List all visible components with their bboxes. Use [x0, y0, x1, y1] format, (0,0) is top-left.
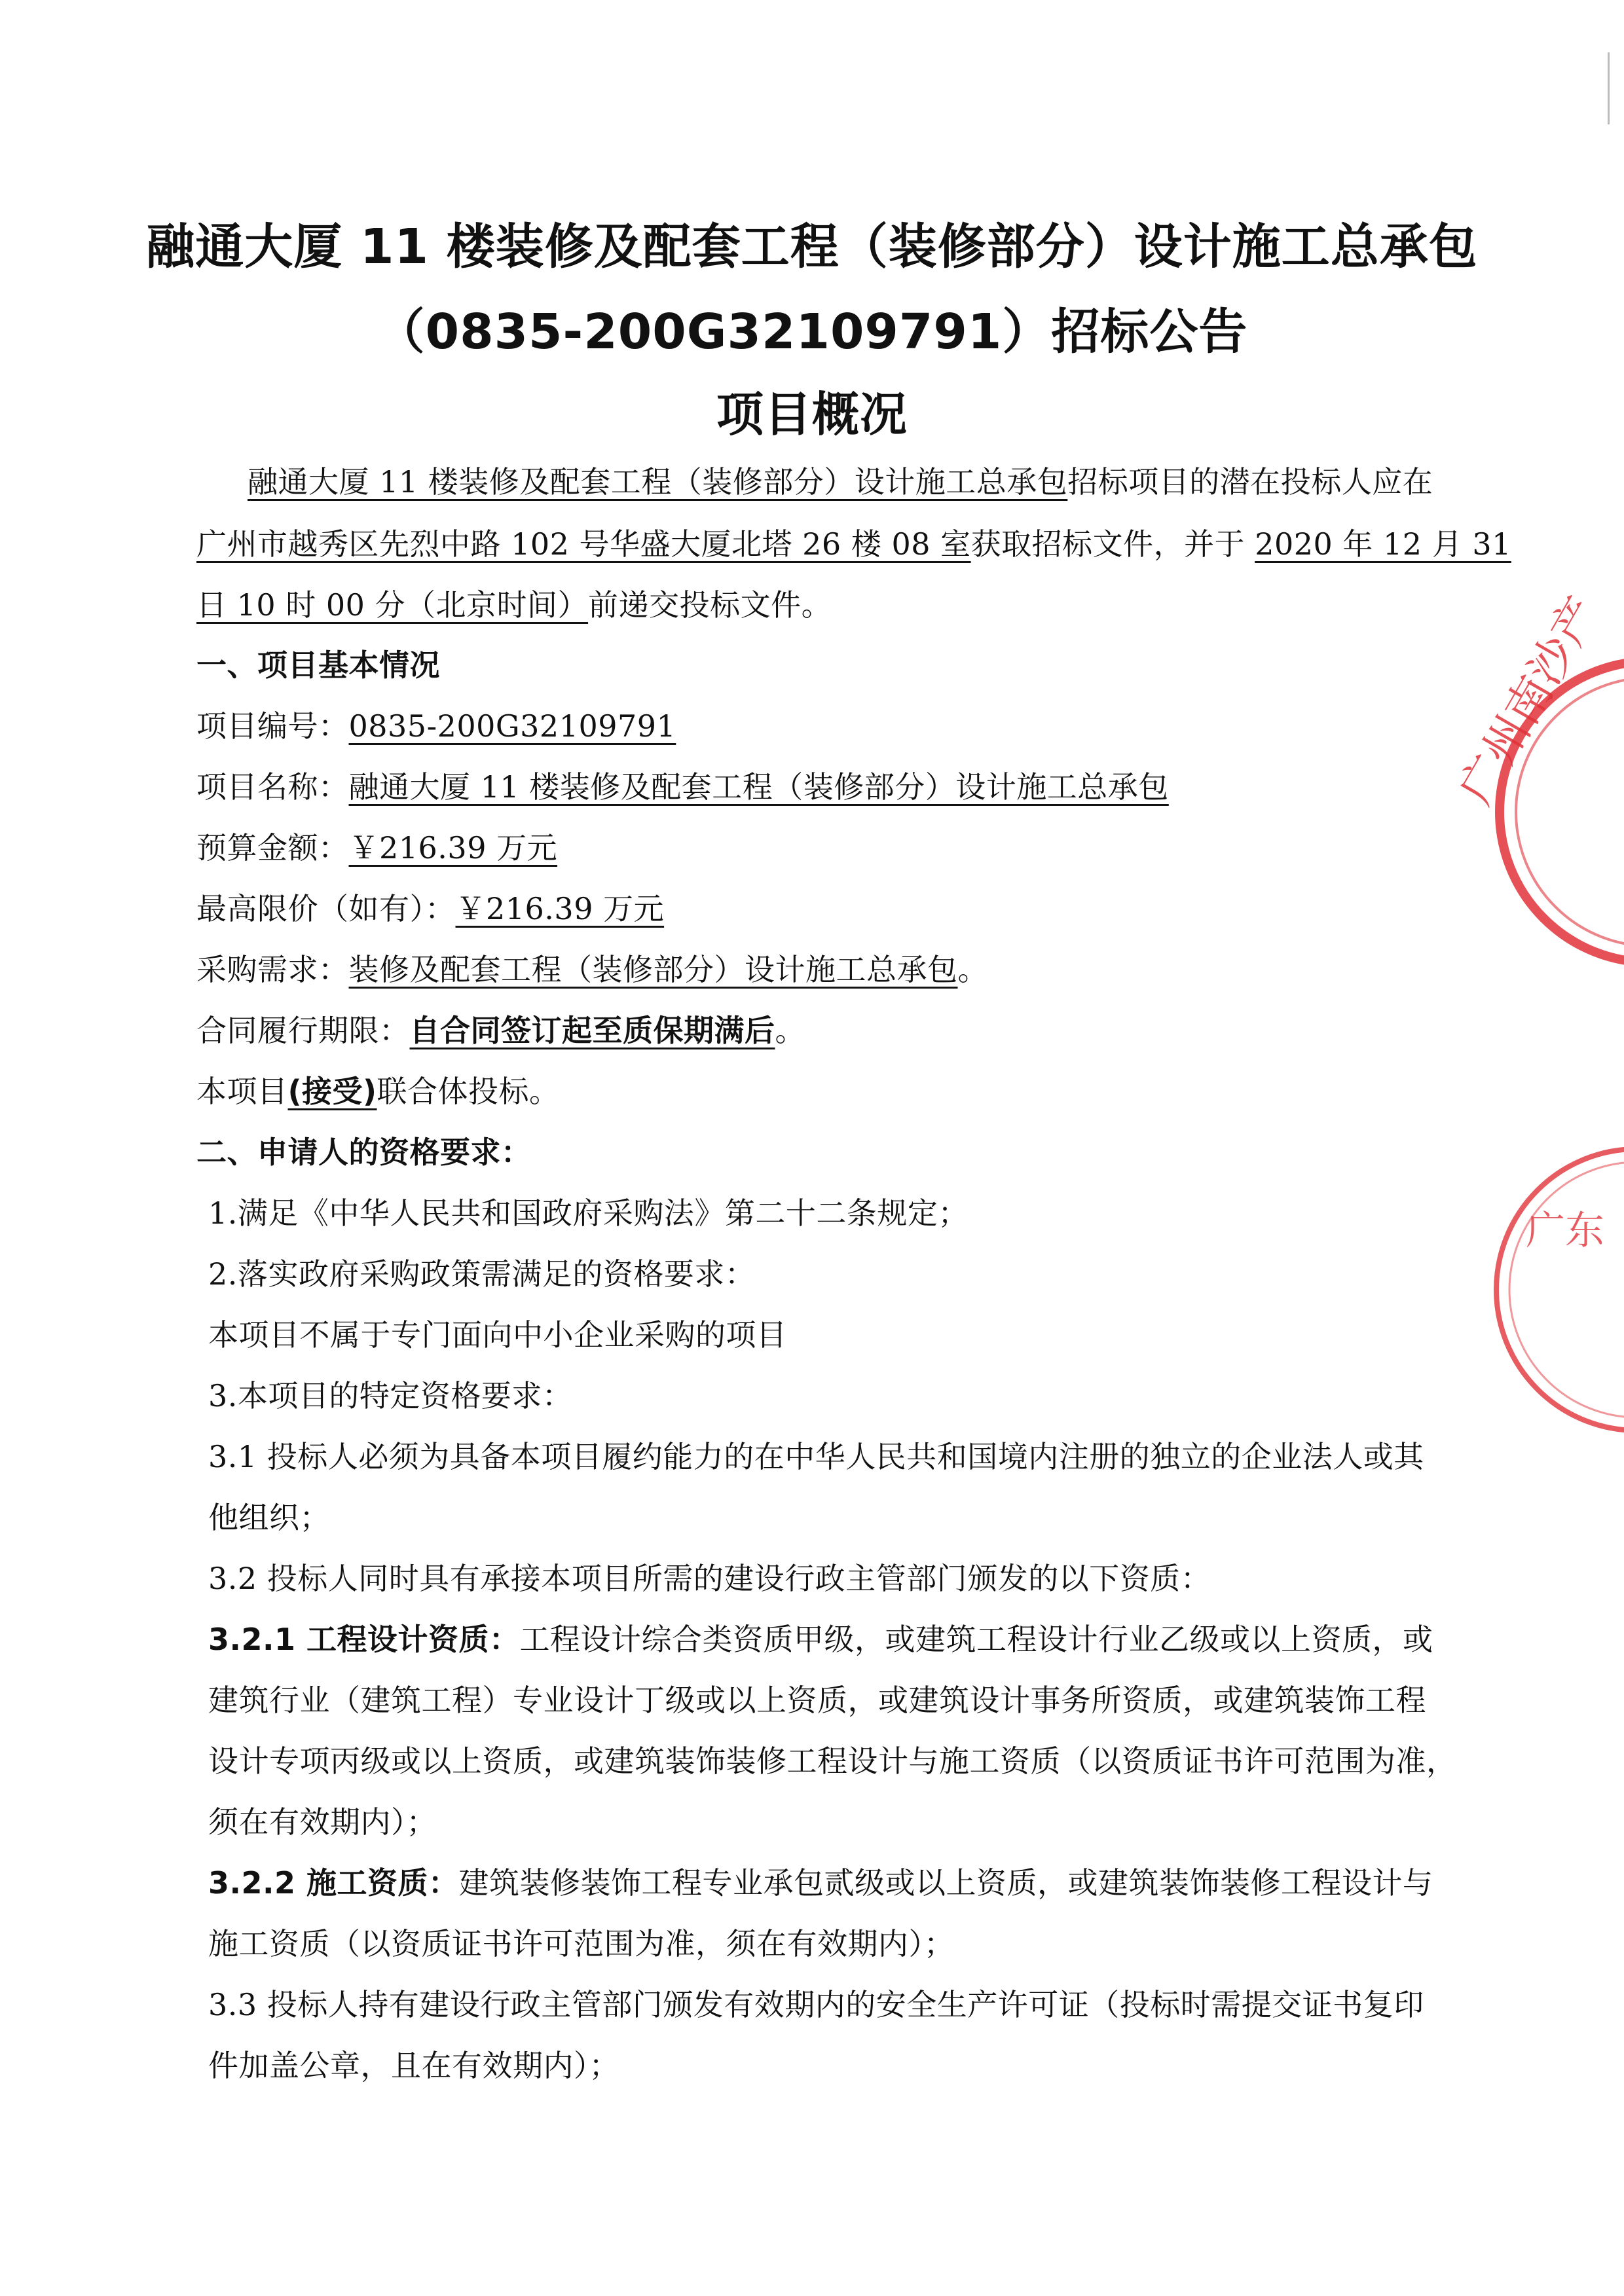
seal-1-text: 广州南沙产 [1449, 587, 1610, 813]
budget-value: ￥216.39 万元 [348, 830, 558, 866]
project-name-value: 融通大厦 11 楼装修及配套工程（装修部分）设计施工总承包 [348, 769, 1169, 805]
project-name-row [196, 763, 1169, 807]
period-end: 。 [775, 1013, 805, 1048]
requirement-3-2-1-line-3: 设计专项丙级或以上资质，或建筑装饰装修工程设计与施工资质（以资质证书许可范围为准， [208, 1743, 1457, 1779]
demand-value: 装修及配套工程（装修部分）设计施工总承包 [348, 952, 958, 987]
project-number-value: 0835-200G32109791 [348, 708, 676, 744]
consortium-text-1: 本项目 [196, 1074, 288, 1109]
requirement-3-2-1-text: 工程设计综合类资质甲级，或建筑工程设计行业乙级或以上资质，或 [519, 1622, 1433, 1657]
consortium-row [196, 1068, 560, 1111]
requirement-3-3-line-1: 3.3 投标人持有建设行政主管部门颁发有效期内的安全生产许可证（投标时需提交证书复印 [208, 1987, 1424, 2022]
requirement-3-2: 3.2 投标人同时具有承接本项目所需的建设行政主管部门颁发的以下资质： [208, 1561, 1211, 1596]
requirement-3-2-2-text: 建筑装修装饰工程专业承包贰级或以上资质，或建筑装饰装修工程设计与 [458, 1865, 1433, 1901]
requirement-3: 3.本项目的特定资格要求： [208, 1378, 573, 1413]
document-title-line-1: 融通大厦 11 楼装修及配套工程（装修部分）设计施工总承包 [146, 219, 1478, 275]
max-price-value: ￥216.39 万元 [455, 891, 665, 926]
period-value: 自合同签订起至质保期满后 [409, 1013, 775, 1048]
requirement-3-2-2-line-2: 施工资质（以资质证书许可范围为准，须在有效期内）； [208, 1926, 955, 1961]
heading-basic-info: 一、项目基本情况 [196, 647, 440, 683]
intro-address: 广州市越秀区先烈中路 102 号华盛大厦北塔 26 楼 08 室 [196, 526, 971, 562]
requirement-3-2-1-line-1 [208, 1616, 1433, 1659]
period-label: 合同履行期限： [196, 1013, 410, 1048]
requirement-3-2-1-line-4: 须在有效期内）； [208, 1804, 437, 1840]
requirement-3-2-1-line-2: 建筑行业（建筑工程）专业设计丁级或以上资质，或建筑设计事务所资质，或建筑装饰工程 [208, 1683, 1426, 1718]
intro-line-1 [248, 458, 1433, 501]
heading-qualifications: 二、申请人的资格要求： [196, 1135, 532, 1170]
demand-end: 。 [957, 952, 988, 987]
budget-label: 预算金额： [196, 830, 349, 866]
period-row [196, 1007, 805, 1050]
project-number-label: 项目编号： [196, 708, 349, 744]
max-price-label: 最高限价（如有）： [196, 891, 456, 926]
document-title-line-2: （0835-200G32109791）招标公告 [376, 304, 1248, 360]
requirement-2: 2.落实政府采购政策需满足的资格要求： [208, 1256, 756, 1292]
intro-line-2 [196, 520, 1511, 564]
intro-deadline: 日 10 时 00 分（北京时间） [196, 587, 589, 623]
requirement-3-2-1-label: 3.2.1 工程设计资质： [208, 1622, 520, 1657]
seal-stamp-1 [1449, 587, 1624, 975]
intro-line-3 [196, 581, 832, 625]
budget-row [196, 824, 557, 867]
intro-project-name: 融通大厦 11 楼装修及配套工程（装修部分）设计施工总承包 [248, 464, 1068, 500]
seal-stamp-2 [1473, 1139, 1624, 1440]
consortium-text-2: 联合体投标。 [377, 1074, 560, 1109]
requirement-3-1-line-2: 他组织； [208, 1500, 330, 1535]
intro-text-3: 前递交投标文件。 [588, 587, 832, 623]
section-title: 项目概况 [716, 387, 908, 442]
requirement-3-2-2-label: 3.2.2 施工资质： [208, 1865, 459, 1901]
project-name-label: 项目名称： [196, 769, 349, 805]
requirement-3-1-line-1: 3.1 投标人必须为具备本项目履约能力的在中华人民共和国境内注册的独立的企业法人或其 [208, 1439, 1424, 1474]
scan-edge-mark [1608, 52, 1610, 124]
intro-text-1: 招标项目的潜在投标人应在 [1067, 464, 1433, 500]
project-number-row [196, 702, 676, 746]
consortium-accept: (接受) [287, 1074, 377, 1109]
requirement-3-3-line-2: 件加盖公章，且在有效期内）； [208, 2048, 619, 2083]
max-price-row [196, 885, 664, 928]
requirement-2-detail: 本项目不属于专门面向中小企业采购的项目 [208, 1317, 787, 1353]
intro-text-2: 获取招标文件，并于 [970, 526, 1255, 562]
requirement-3-2-2-line-1 [208, 1859, 1433, 1903]
demand-label: 采购需求： [196, 952, 349, 987]
intro-date: 2020 年 12 月 31 [1255, 526, 1511, 562]
demand-row [196, 946, 988, 989]
requirement-1: 1.满足《中华人民共和国政府采购法》第二十二条规定； [208, 1195, 969, 1231]
seal-2-text: 广东 [1526, 1208, 1604, 1254]
